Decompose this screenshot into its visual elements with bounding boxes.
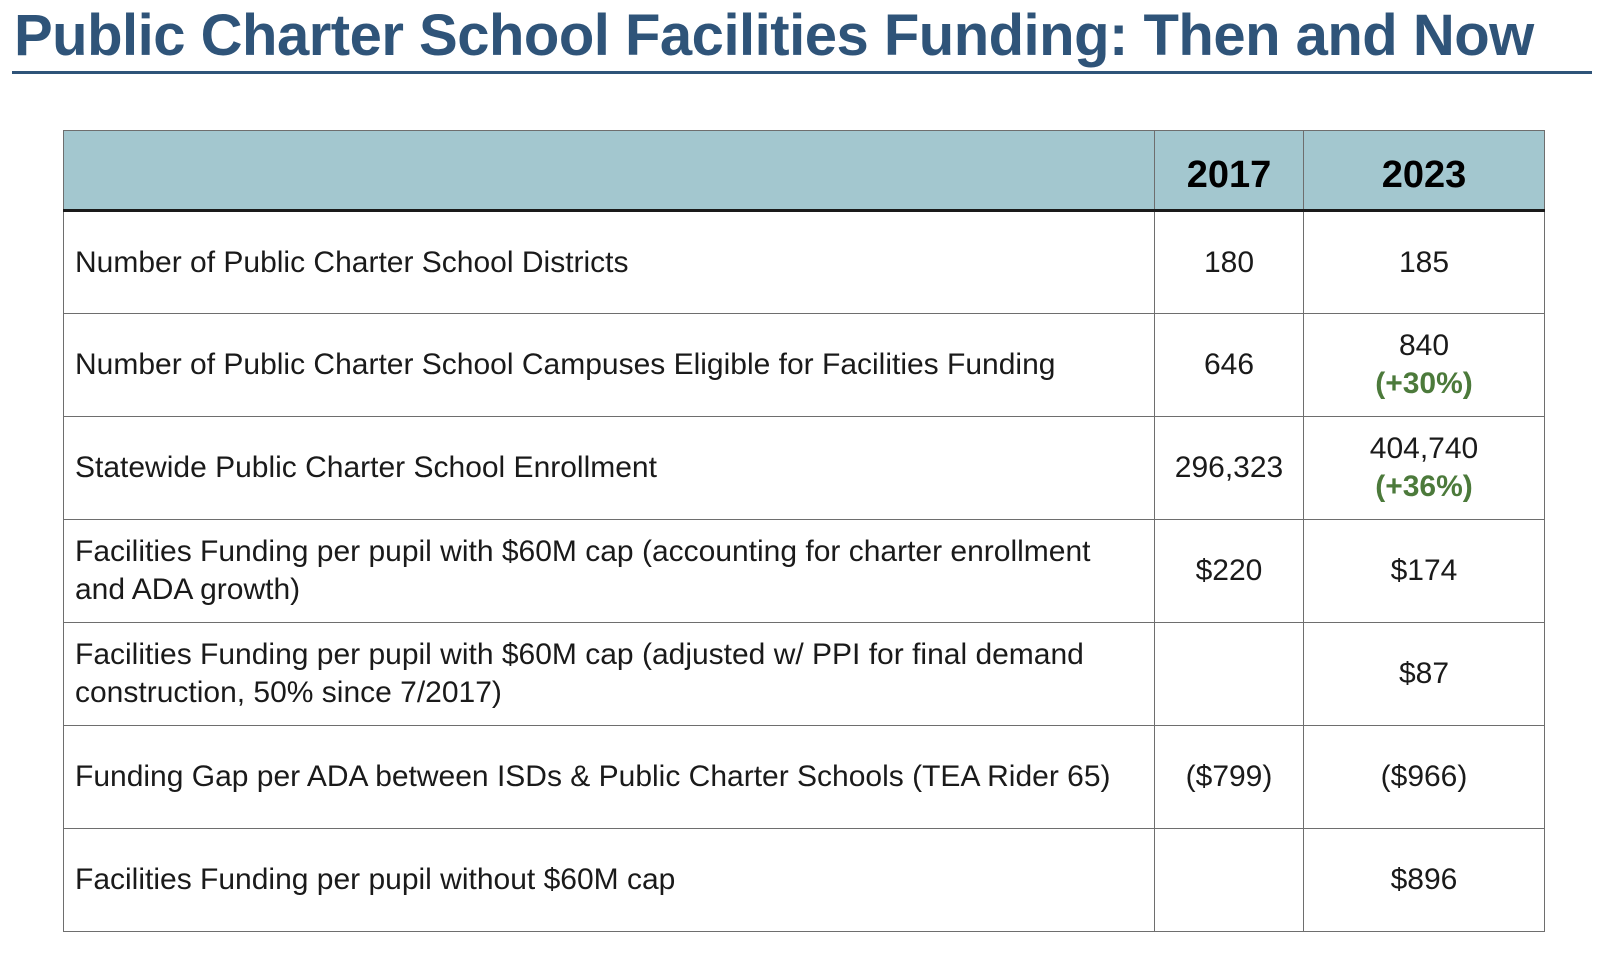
- table-row: [64, 726, 1545, 829]
- cell-2023-value: 840: [1398, 329, 1450, 362]
- table-header-row: [64, 131, 1545, 211]
- cell-2017: [1155, 623, 1304, 726]
- title-underline: [12, 71, 1592, 74]
- cell-2017: $220: [1155, 520, 1304, 623]
- cell-2023: [1304, 623, 1545, 726]
- cell-2023-value: $174: [1390, 554, 1458, 587]
- cell-2023: [1304, 314, 1545, 417]
- table-row: [64, 417, 1545, 520]
- cell-2023-value: ($966): [1380, 760, 1468, 793]
- cell-2017: 180: [1155, 211, 1304, 314]
- cell-2023-value: 185: [1398, 245, 1450, 279]
- cell-2017: 296,323: [1155, 417, 1304, 520]
- cell-2017: 646: [1155, 314, 1304, 417]
- row-label: Number of Public Charter School Districts: [64, 211, 1155, 314]
- table-row: [64, 520, 1545, 623]
- row-label: Statewide Public Charter School Enrollment: [64, 417, 1155, 520]
- cell-2023: [1304, 417, 1545, 520]
- table-row: [64, 314, 1545, 417]
- cell-2023-value: 404,740: [1369, 432, 1479, 465]
- header-cell-2017: 2017: [1155, 131, 1304, 211]
- row-label: Funding Gap per ADA between ISDs & Public Charter Schools (TEA Rider 65): [64, 726, 1155, 829]
- header-cell-2023: 2023: [1304, 131, 1545, 211]
- cell-2017: ($799): [1155, 726, 1304, 829]
- funding-comparison-table: [63, 130, 1545, 932]
- cell-2023: [1304, 726, 1545, 829]
- cell-2023-value: $87: [1398, 657, 1450, 690]
- table-row: [64, 211, 1545, 314]
- row-label: Facilities Funding per pupil with $60M cap (accounting for charter enrollment and ADA growth): [64, 520, 1155, 623]
- row-label: Number of Public Charter School Campuses Eligible for Facilities Funding: [64, 314, 1155, 417]
- row-label: Facilities Funding per pupil with $60M cap (adjusted w/ PPI for final demand construction, 50% since 7/2017): [64, 623, 1155, 726]
- header-cell-label: [64, 131, 1155, 211]
- cell-2023: [1304, 520, 1545, 623]
- table-row: [64, 829, 1545, 932]
- cell-2023: [1304, 829, 1545, 932]
- page-title: Public Charter School Facilities Funding: Then and Now: [14, 3, 1534, 68]
- table-row: [64, 623, 1545, 726]
- cell-2023: [1304, 211, 1545, 314]
- cell-2023-value: $896: [1390, 863, 1458, 896]
- cell-2023-change: (+30%): [1375, 367, 1473, 400]
- cell-2017: [1155, 829, 1304, 932]
- cell-2023-change: (+36%): [1375, 470, 1473, 503]
- row-label: Facilities Funding per pupil without $60M cap: [64, 829, 1155, 932]
